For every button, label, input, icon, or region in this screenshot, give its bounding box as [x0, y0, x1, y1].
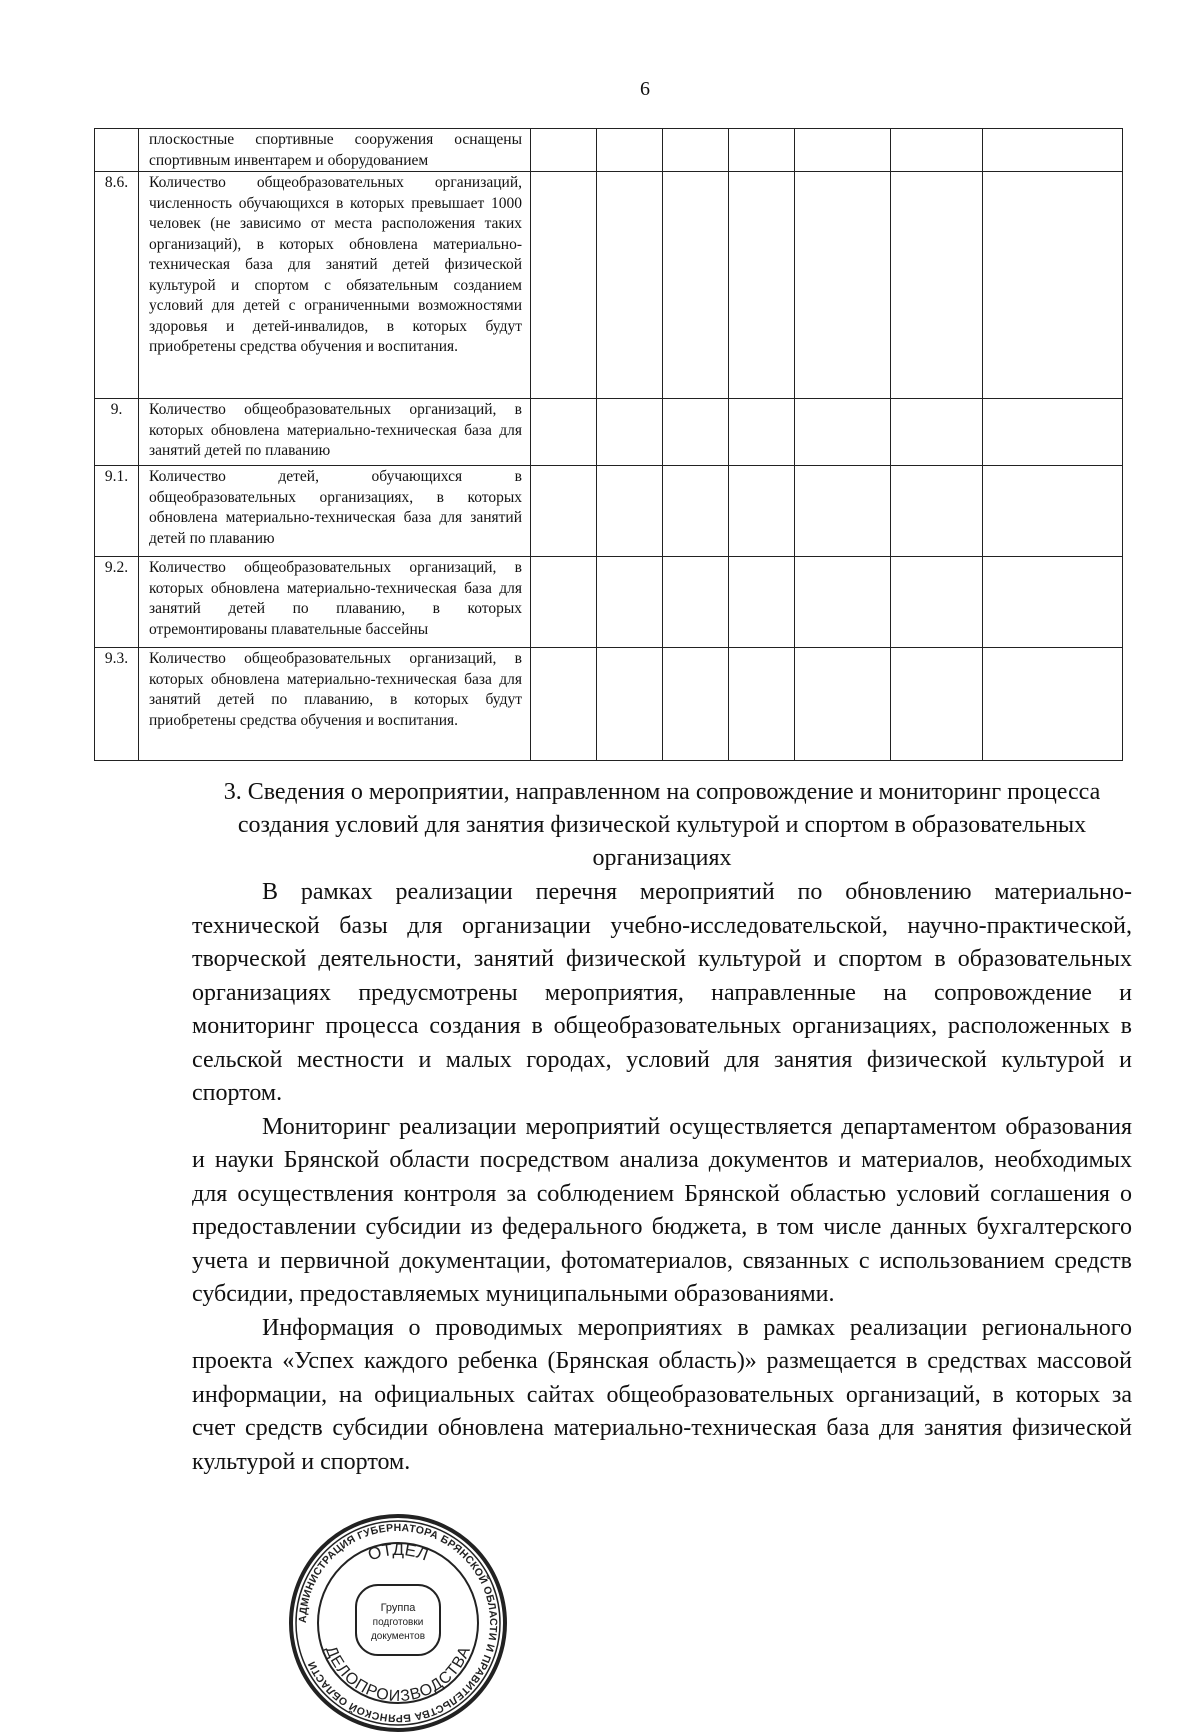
value-cell	[663, 172, 729, 399]
paragraph: В рамках реализации перечня мероприятий по обновлению материально-технической базы для организации учебно-исследовательской, научно-практической, творческой деятельности, занятий физической культурой и спортом в образовательных организациях предусмотрены мероприятия, направленные на сопровождение и мониторинг процесса создания в общеобразовательных организациях, расположенных в сельской местности и малых городах, условий для занятия физической культурой и спортом.	[192, 879, 1132, 1106]
stamp-center-line: Группа	[380, 1602, 416, 1614]
table-row	[95, 129, 1123, 172]
table-row	[95, 172, 1123, 399]
indicators-table	[94, 128, 1123, 761]
value-cell	[531, 557, 597, 648]
value-cell	[891, 648, 983, 761]
value-cell	[663, 648, 729, 761]
value-cell	[729, 648, 795, 761]
row-number: 9.3.	[95, 648, 139, 761]
value-cell	[795, 399, 891, 466]
value-cell	[729, 172, 795, 399]
row-description: Количество общеобразовательных организаций, в которых обновлена материально-техническая база для занятий детей по плаванию, в которых отремонтированы плавательные бассейны	[139, 557, 531, 648]
row-description: Количество общеобразовательных организаций, численность обучающихся в которых превышает 1000 человек (не зависимо от места расположения таких организаций), в которых обновлена материально-техническая база для занятий детей физической культурой и спортом с обязательным созданием условий для детей с ограниченными возможностями здоровья и детей-инвалидов, в которых будут приобретены средства обучения и воспитания.	[139, 172, 531, 399]
value-cell	[531, 172, 597, 399]
row-description: плоскостные спортивные сооружения оснащены спортивным инвентарем и оборудованием	[139, 129, 531, 172]
row-description: Количество общеобразовательных организаций, в которых обновлена материально-техническая база для занятий детей по плаванию, в которых будут приобретены средства обучения и воспитания.	[139, 648, 531, 761]
value-cell	[597, 172, 663, 399]
value-cell	[891, 399, 983, 466]
stamp-center-line: подготовки	[372, 1617, 424, 1628]
value-cell	[597, 466, 663, 557]
value-cell	[795, 557, 891, 648]
value-cell	[891, 557, 983, 648]
value-cell	[663, 466, 729, 557]
value-cell	[983, 466, 1123, 557]
value-cell	[795, 466, 891, 557]
value-cell	[983, 172, 1123, 399]
row-description: Количество детей, обучающихся в общеобразовательных организациях, в которых обновлена материально-техническая база для занятий детей по плаванию	[139, 466, 531, 557]
table-row	[95, 466, 1123, 557]
value-cell	[983, 648, 1123, 761]
table-row	[95, 557, 1123, 648]
value-cell	[597, 129, 663, 172]
paragraph: Информация о проводимых мероприятиях в рамках реализации регионального проекта «Успех каждого ребенка (Брянская область)» размещается в средствах массовой информации, на официальных сайтах общеобразовательных организаций, в которых за счет средств субсидии обновлена материально-техническая база для занятия физической культурой и спортом.	[192, 1314, 1132, 1475]
row-number: 9.2.	[95, 557, 139, 648]
stamp-center-line: документов	[370, 1631, 426, 1642]
value-cell	[531, 466, 597, 557]
value-cell	[983, 129, 1123, 172]
value-cell	[729, 129, 795, 172]
table-row	[95, 648, 1123, 761]
paragraph: Мониторинг реализации мероприятий осуществляется департаментом образования и науки Брянской области посредством анализа документов и материалов, необходимых для осуществления контроля за соблюдением Брянской областью условий соглашения о предоставлении субсидии из федерального бюджета, в том числе данных бухгалтерского учета и первичной документации, фотоматериалов, связанных с использованием средств субсидии, предоставляемых муниципальными образованиями.	[192, 1113, 1132, 1307]
value-cell	[729, 399, 795, 466]
value-cell	[663, 129, 729, 172]
value-cell	[795, 648, 891, 761]
stamp-top-text: ОТДЕЛ	[365, 1539, 431, 1565]
value-cell	[891, 129, 983, 172]
value-cell	[891, 466, 983, 557]
value-cell	[983, 399, 1123, 466]
value-cell	[983, 557, 1123, 648]
value-cell	[597, 399, 663, 466]
svg-text:ОТДЕЛ	[365, 1540, 430, 1564]
value-cell	[891, 172, 983, 399]
value-cell	[597, 648, 663, 761]
value-cell	[729, 557, 795, 648]
value-cell	[795, 129, 891, 172]
row-number: 9.	[95, 399, 139, 466]
table-row	[95, 399, 1123, 466]
section-body	[192, 876, 1132, 1479]
row-number	[95, 129, 139, 172]
value-cell	[597, 557, 663, 648]
row-number: 8.6.	[95, 172, 139, 399]
stamp-ring-text: АДМИНИСТРАЦИЯ ГУБЕРНАТОРА БРЯНСКОЙ ОБЛАСТИ И ПРАВИТЕЛЬСТВА БРЯНСКОЙ ОБЛАСТИ	[296, 1521, 500, 1725]
value-cell	[531, 648, 597, 761]
value-cell	[663, 399, 729, 466]
page-number: 6	[640, 78, 650, 100]
stamp-bottom-text: ДЕЛОПРОИЗВОДСТВА	[321, 1643, 475, 1706]
value-cell	[531, 399, 597, 466]
section-title: 3. Сведения о мероприятии, направленном на сопровождение и мониторинг процесса создания условий для занятия физической культурой и спортом в образовательных организациях	[223, 779, 1101, 871]
row-number: 9.1.	[95, 466, 139, 557]
value-cell	[663, 557, 729, 648]
value-cell	[729, 466, 795, 557]
official-stamp	[288, 1513, 508, 1733]
value-cell	[531, 129, 597, 172]
row-description: Количество общеобразовательных организаций, в которых обновлена материально-техническая база для занятий детей по плаванию	[139, 399, 531, 466]
value-cell	[795, 172, 891, 399]
